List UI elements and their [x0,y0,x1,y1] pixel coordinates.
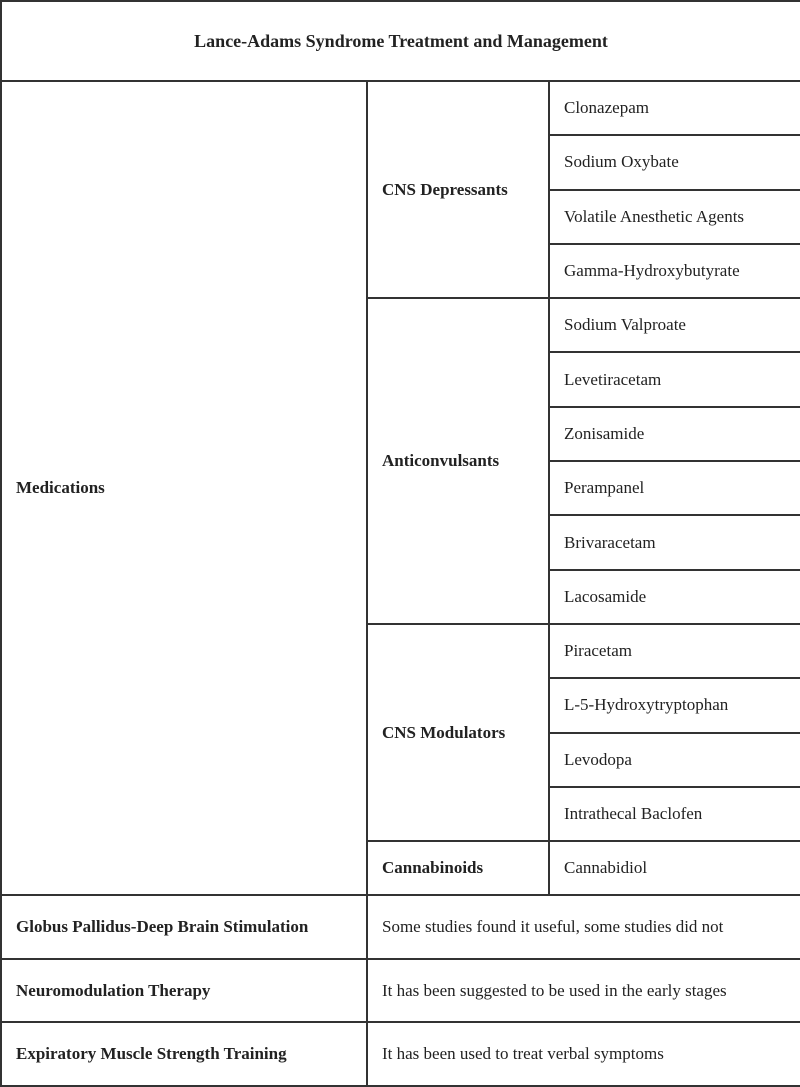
treatment-name: Neuromodulation Therapy [1,959,367,1023]
drug-class: CNS Modulators [367,624,549,841]
title-row [1,1,800,81]
drug-name: Cannabidiol [549,841,800,895]
drug-name: L-5-Hydroxytryptophan [549,678,800,732]
drug-class: Anticonvulsants [367,298,549,624]
drug-name: Volatile Anesthetic Agents [549,190,800,244]
drug-class: CNS Depressants [367,81,549,298]
drug-name: Clonazepam [549,81,800,135]
drug-name: Levodopa [549,733,800,787]
drug-name: Brivaracetam [549,515,800,569]
drug-name: Zonisamide [549,407,800,461]
treatment-name: Globus Pallidus-Deep Brain Stimulation [1,895,367,959]
medications-label: Medications [1,81,367,895]
treatment-note: It has been suggested to be used in the early stages [367,959,800,1023]
treatment-row [1,895,800,959]
drug-name: Sodium Valproate [549,298,800,352]
treatment-row [1,1022,800,1086]
treatment-row [1,959,800,1023]
table-row [1,81,800,135]
drug-class: Cannabinoids [367,841,549,895]
treatment-note: Some studies found it useful, some studies did not [367,895,800,959]
drug-name: Sodium Oxybate [549,135,800,189]
treatment-note: It has been used to treat verbal symptoms [367,1022,800,1086]
drug-name: Gamma-Hydroxybutyrate [549,244,800,298]
drug-name: Intrathecal Baclofen [549,787,800,841]
drug-name: Perampanel [549,461,800,515]
drug-name: Levetiracetam [549,352,800,406]
drug-name: Piracetam [549,624,800,678]
table-title: Lance-Adams Syndrome Treatment and Management [1,1,800,81]
drug-name: Lacosamide [549,570,800,624]
treatment-name: Expiratory Muscle Strength Training [1,1022,367,1086]
